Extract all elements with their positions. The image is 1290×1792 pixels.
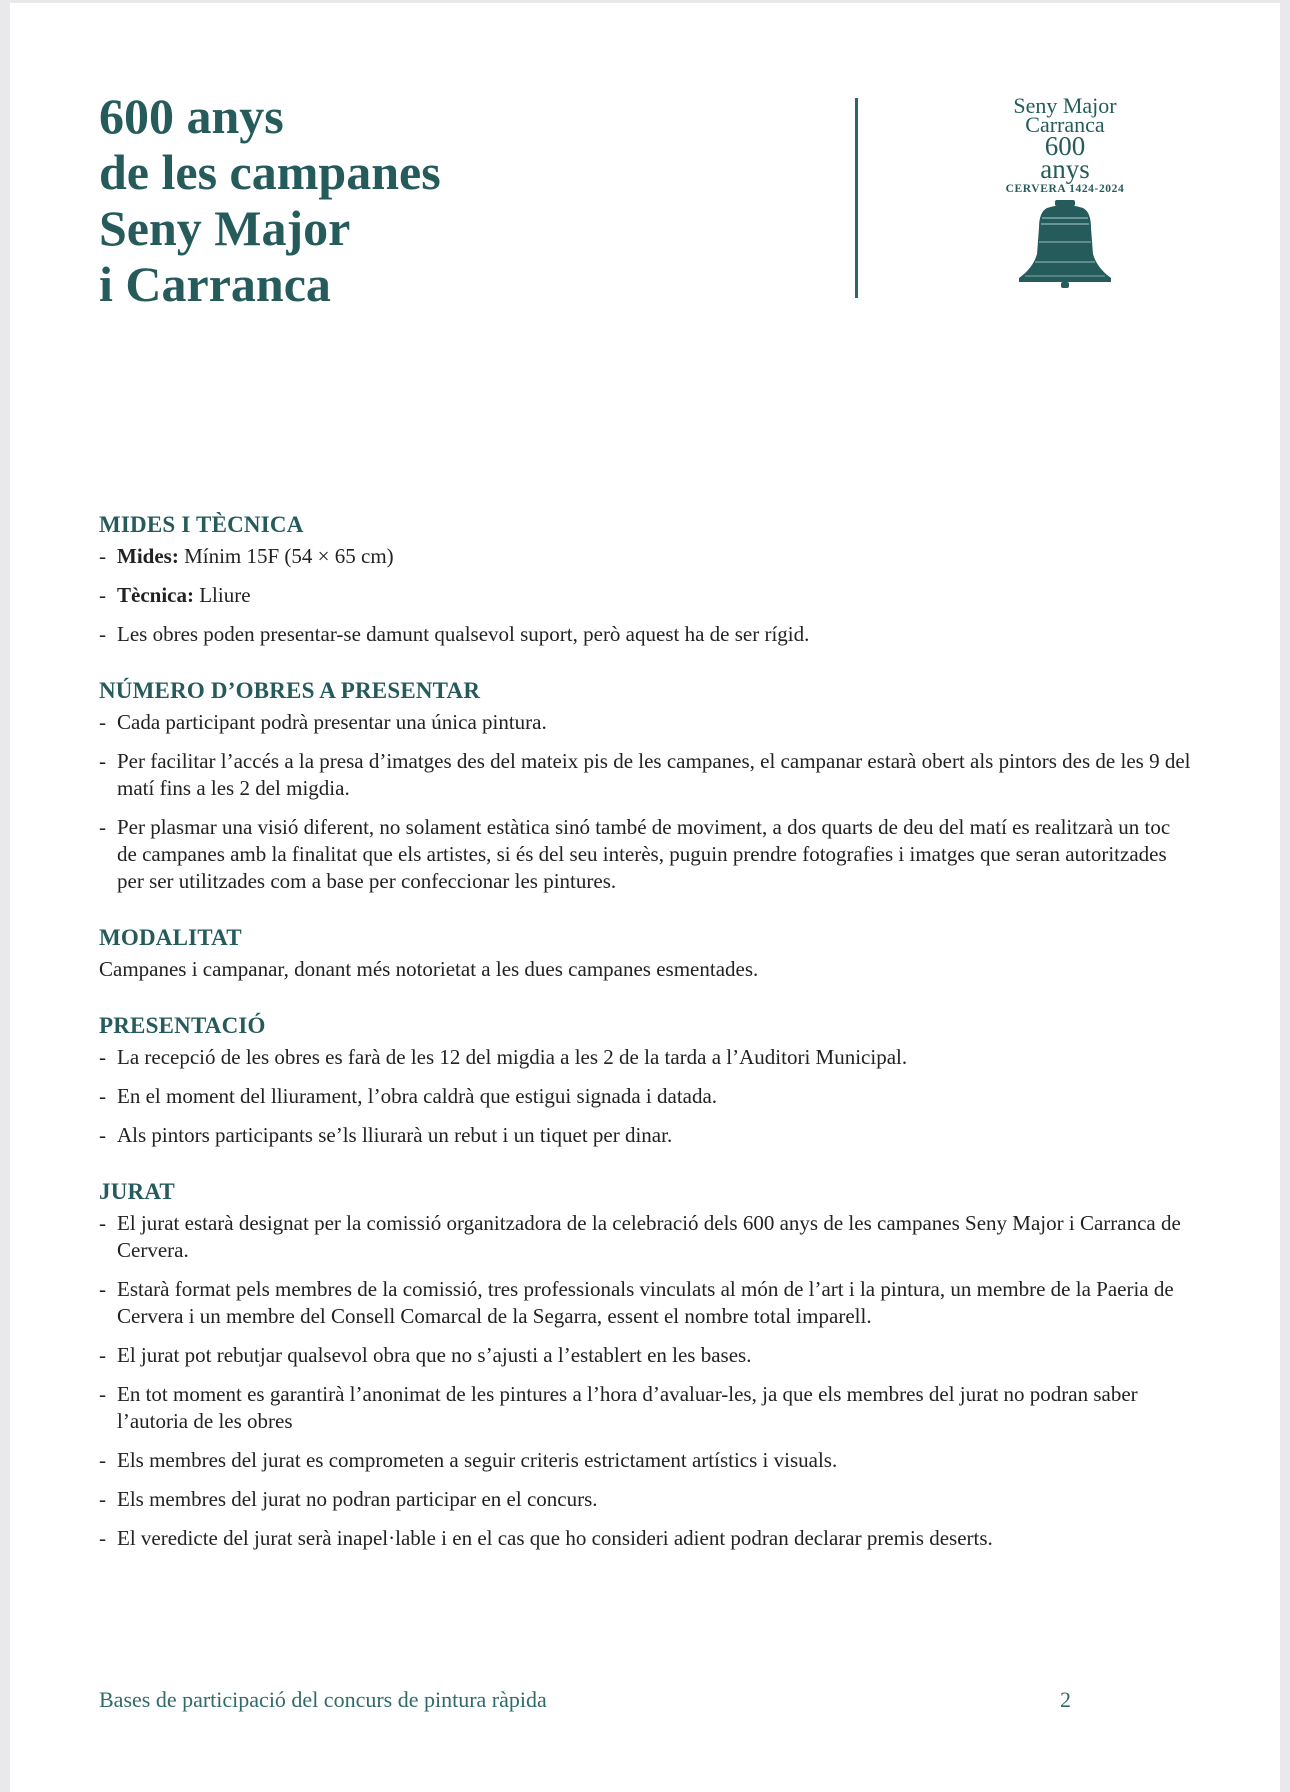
logo-line: 600 [1044,131,1086,161]
section-mides [99,510,1191,648]
logo-line: CERVERA 1424-2024 [1005,183,1125,195]
section-heading: MIDES I TÈCNICA [99,512,304,537]
item-text: Lliure [193,583,251,607]
list-item: - En el moment del lliurament, l’obra caldrà que estigui signada i datada. [99,1083,1191,1110]
list-item: - Per facilitar l’accés a la presa d’imatges des del mateix pis de les campanes, el campanar estarà obert als pintors des de les 9 del matí fins a les 2 del migdia. [99,748,1191,802]
bell-icon [1017,198,1113,290]
section-numero-obres [99,676,1191,895]
logo-line: Seny Major [1013,93,1117,118]
list-item: - Per plasmar una visió diferent, no solament estàtica sinó també de moviment, a dos quarts de deu del matí es realitzarà un toc de campanes amb la finalitat que els artistes, si és del seu interès, puguin prendre fotografies i imatges que seran autoritzades per ser utilitzades com a base per confeccionar les pintures. [99,814,1191,895]
list-item: - Estarà format pels membres de la comissió, tres professionals vinculats al món de l’art i la pintura, un membre de la Paeria de Cervera i un membre del Consell Comarcal de la Segarra, essent el nombre total imparell. [99,1276,1191,1330]
section-heading: PRESENTACIÓ [99,1013,266,1038]
item-text: Mínim 15F (54 × 65 cm) [178,544,394,568]
section-jurat [99,1177,1191,1552]
section-heading: MODALITAT [99,925,242,950]
title-line: i Carranca [99,256,331,312]
list-item: - En tot moment es garantirà l’anonimat de les pintures a l’hora d’avaluar-les, ja que els membres del jurat no podran saber l’autoria de les obres [99,1381,1191,1435]
document-body [99,510,1191,1564]
event-logo [985,93,1145,290]
list-item: - Cada participant podrà presentar una única pintura. [99,709,1191,736]
list-item: - La recepció de les obres es farà de les 12 del migdia a les 2 de la tarda a l’Auditori Municipal. [99,1044,1191,1071]
list-item [99,543,1191,570]
item-text: Les obres poden presentar-se damunt qualsevol suport, però aquest ha de ser rígid. [117,622,810,646]
section-presentacio [99,1011,1191,1149]
list-item: - Els membres del jurat es comprometen a seguir criteris estrictament artístics i visuals. [99,1447,1191,1474]
page-number: 2 [1060,1687,1071,1712]
section-modalitat [99,923,1191,983]
list-item [99,582,1191,609]
item-label: Tècnica: [117,583,194,607]
logo-line: Carranca [1025,112,1105,137]
title-line: 600 anys [99,88,284,144]
list-item [99,621,1191,648]
section-text: Campanes i campanar, donant més notorietat a les dues campanes esmentades. [99,957,759,981]
list-item: - El veredicte del jurat serà inapel·lable i en el cas que ho consideri adient podran declarar premis deserts. [99,1525,1191,1552]
item-label: Mides: [117,544,179,568]
list-item: - El jurat pot rebutjar qualsevol obra que no s’ajusti a l’establert en les bases. [99,1342,1191,1369]
section-heading: JURAT [99,1179,175,1204]
title-line: Seny Major [99,200,351,256]
page-title [99,88,441,312]
list-item: - El jurat estarà designat per la comissió organitzadora de la celebració dels 600 anys de les campanes Seny Major i Carranca de Cervera. [99,1210,1191,1264]
list-item: - Els membres del jurat no podran participar en el concurs. [99,1486,1191,1513]
title-line: de les campanes [99,144,441,200]
header-divider [855,98,858,298]
section-heading: NÚMERO D’OBRES A PRESENTAR [99,678,481,703]
list-item: - Als pintors participants se’ls lliurarà un rebut i un tiquet per dinar. [99,1122,1191,1149]
logo-line: anys [1040,154,1090,184]
footer-title: Bases de participació del concurs de pintura ràpida [99,1687,547,1712]
